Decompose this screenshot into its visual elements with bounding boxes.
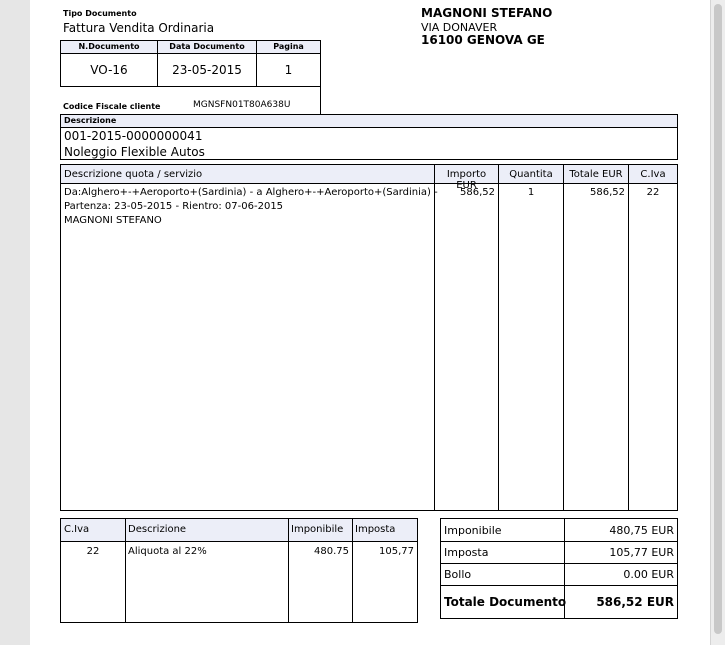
codice-fiscale-value: MGNSFN01T80A638U	[193, 100, 291, 110]
codice-fiscale-label: Codice Fiscale cliente	[63, 102, 161, 111]
num-documento-value: VO-16	[90, 63, 128, 77]
vat-header-descrizione: Descrizione	[128, 524, 187, 535]
descrizione-label: Descrizione	[64, 116, 117, 125]
item-desc-line2: Partenza: 23-05-2015 - Rientro: 07-06-2015	[64, 201, 284, 212]
items-table	[60, 164, 678, 511]
vat-table	[60, 518, 418, 623]
item-desc-line3: MAGNONI STEFANO	[64, 215, 162, 226]
descrizione-box	[60, 114, 678, 160]
totals-imponibile-value: 480,75 EUR	[609, 524, 674, 537]
customer-city: 16100 GENOVA GE	[421, 33, 545, 47]
totals-documento-label: Totale Documento	[444, 595, 567, 609]
item-importo: 586,52	[460, 187, 495, 198]
data-documento-value: 23-05-2015	[172, 63, 242, 77]
tipo-documento-label: Tipo Documento	[63, 9, 137, 18]
pagina-value: 1	[284, 63, 293, 77]
vat-civa: 22	[86, 546, 100, 557]
scrollbar-thumb[interactable]	[714, 4, 722, 634]
items-header-importo: Importo EUR	[446, 169, 487, 191]
document-page	[30, 0, 710, 645]
totals-documento-value: 586,52 EUR	[596, 595, 674, 609]
totals-imposta-value: 105,77 EUR	[609, 546, 674, 559]
totals-box	[440, 518, 678, 619]
totals-imposta-label: Imposta	[444, 546, 489, 559]
items-header-totale: Totale EUR	[569, 169, 623, 180]
totals-imponibile-label: Imponibile	[444, 524, 502, 537]
tipo-documento-value: Fattura Vendita Ordinaria	[63, 21, 215, 35]
vat-header-imposta: Imposta	[355, 524, 396, 535]
data-documento-label: Data Documento	[169, 42, 245, 51]
items-header-civa: C.Iva	[640, 169, 666, 180]
descrizione-line1: 001-2015-0000000041	[64, 129, 203, 143]
item-desc-line1: Da:Alghero+-+Aeroporto+(Sardinia) - a Alghero+-+Aeroporto+(Sardinia) -	[64, 187, 438, 198]
items-header-quantita: Quantita	[509, 169, 553, 180]
customer-name: MAGNONI STEFANO	[421, 6, 553, 20]
customer-street: VIA DONAVER	[421, 21, 498, 34]
document-info-table	[60, 40, 321, 87]
items-header-desc: Descrizione quota / servizio	[64, 169, 203, 180]
vat-imponibile: 480.75	[314, 546, 349, 557]
item-quantita: 1	[527, 187, 535, 198]
vat-descrizione: Aliquota al 22%	[128, 546, 207, 557]
vat-imposta: 105,77	[379, 546, 414, 557]
totals-bollo-value: 0.00 EUR	[623, 568, 674, 581]
descrizione-line2: Noleggio Flexible Autos	[64, 145, 205, 159]
num-documento-label: N.Documento	[78, 42, 140, 51]
vertical-scrollbar[interactable]	[710, 0, 725, 645]
totals-bollo-label: Bollo	[444, 568, 472, 581]
pagina-label: Pagina	[273, 42, 304, 51]
item-civa: 22	[646, 187, 660, 198]
vat-header-civa: C.Iva	[64, 524, 90, 535]
vat-header-imponibile: Imponibile	[291, 524, 344, 535]
item-totale: 586,52	[590, 187, 625, 198]
